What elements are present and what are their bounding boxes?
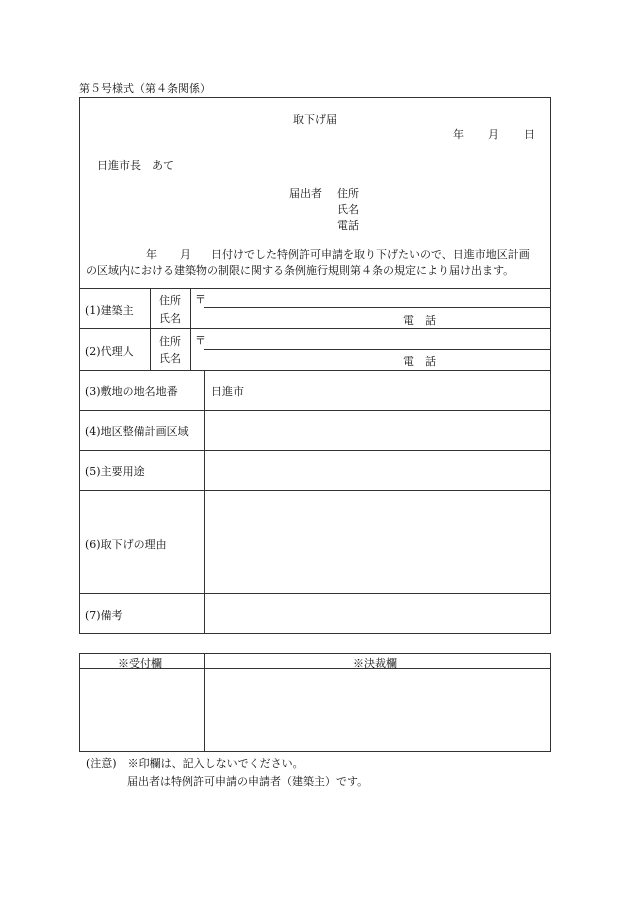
- divider: [79, 490, 551, 491]
- date-month: 月: [488, 128, 499, 141]
- reception-header: ※受付欄: [118, 657, 162, 670]
- divider: [204, 370, 205, 634]
- remarks-label: (7)備考: [85, 609, 123, 622]
- body-month: 月: [180, 248, 191, 261]
- agent-phone-label: 電 話: [403, 355, 436, 368]
- form-number: 第５号様式（第４条関係）: [79, 82, 211, 95]
- divider: [150, 288, 151, 370]
- owner-name-label: 氏名: [159, 312, 181, 325]
- divider: [204, 653, 205, 752]
- body-text-line2: の区域内における建築物の制限に関する条例施行規則第４条の規定により届け出ます。: [86, 264, 515, 277]
- note-line1: (注意) ※印欄は、記入しないでください。: [86, 757, 304, 770]
- applicant-name-label: 氏名: [337, 203, 359, 216]
- form-title: 取下げ届: [293, 113, 337, 126]
- district-label: (4)地区整備計画区域: [85, 425, 189, 438]
- site-value: 日進市: [211, 385, 244, 398]
- owner-name-field[interactable]: [195, 308, 551, 328]
- addressee: 日進市長 あて: [97, 159, 174, 172]
- owner-postal-mark: 〒: [195, 293, 206, 306]
- divider: [79, 450, 551, 451]
- agent-name-label: 氏名: [159, 352, 181, 365]
- body-text-line1: 日付けでした特例許可申請を取り下げたいので、日進市地区計画: [211, 248, 530, 261]
- agent-label: (2)代理人: [85, 345, 134, 358]
- divider: [79, 410, 551, 411]
- use-label: (5)主要用途: [85, 465, 145, 478]
- body-year: 年: [146, 248, 157, 261]
- date-year: 年: [453, 128, 464, 141]
- applicant-address-label: 住所: [337, 187, 359, 200]
- site-label: (3)敷地の地名地番: [85, 385, 178, 398]
- date-day: 日: [524, 128, 535, 141]
- decision-header: ※決裁欄: [353, 657, 397, 670]
- applicant-phone-label: 電話: [337, 219, 359, 232]
- divider: [79, 593, 551, 594]
- owner-address-label: 住所: [159, 294, 181, 307]
- note-line2: 届出者は特例許可申請の申請者（建築主）です。: [127, 775, 369, 788]
- divider: [204, 349, 551, 350]
- agent-address-label: 住所: [159, 335, 181, 348]
- owner-label: (1)建築主: [85, 304, 134, 317]
- divider: [190, 288, 191, 370]
- divider: [79, 370, 551, 371]
- agent-postal-mark: 〒: [195, 334, 206, 347]
- applicant-label: 届出者: [289, 187, 322, 200]
- owner-phone-label: 電 話: [403, 314, 436, 327]
- reason-label: (6)取下げの理由: [85, 538, 167, 551]
